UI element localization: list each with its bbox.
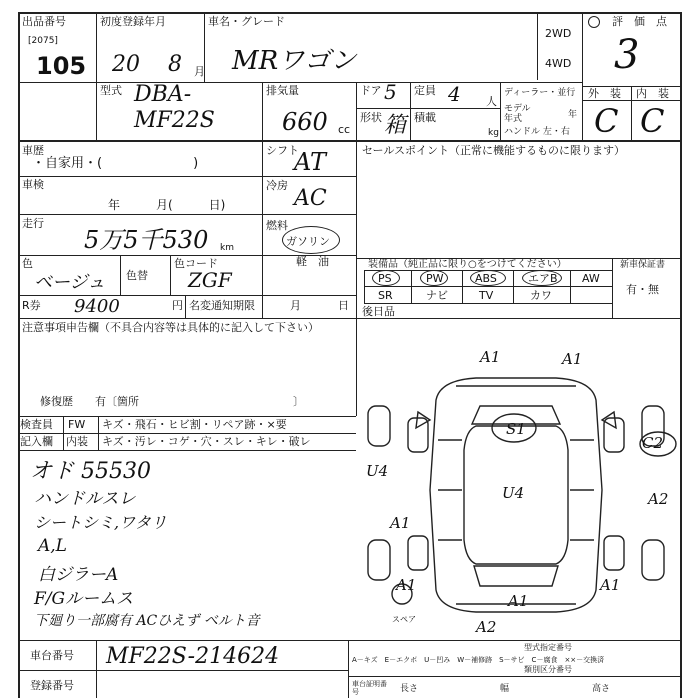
equip-ps: PS xyxy=(378,272,392,285)
mark-u4-roof: U4 xyxy=(502,484,525,502)
mark-a1-rear-right: A1 xyxy=(600,576,621,594)
fuel-gas-circle-icon xyxy=(282,226,340,254)
interior-row-text: キズ・汚レ・コゲ・穴・スレ・キレ・破レ xyxy=(102,435,311,448)
equipment-label: 装備品（純正品に限り○をつけてください） xyxy=(368,259,567,270)
equip-airbag: エアB xyxy=(528,272,558,285)
usage-label: 車歴 xyxy=(22,144,44,157)
caution-label: 注意事項申告欄（不具合内容等は具体的に記入して下さい） xyxy=(22,321,319,334)
sales-point-title: セールスポイント（正常に機能するものに限ります） xyxy=(362,144,626,157)
mark-a1-left: A1 xyxy=(390,514,411,532)
interior-row-label: 内装 xyxy=(66,435,88,448)
length-label: 長さ xyxy=(400,684,419,694)
dealer-label: ディーラー・並行 xyxy=(504,88,576,98)
load-unit: kg xyxy=(488,128,499,138)
color-value: ベージュ xyxy=(34,272,106,293)
warranty-label: 新車保証書 xyxy=(620,260,666,270)
abs-circle-icon xyxy=(470,270,506,286)
model-year-label: モデル年式 xyxy=(504,104,531,124)
body-value: 箱 xyxy=(384,113,407,138)
exterior-grade: C xyxy=(594,102,619,140)
equip-leather: カワ xyxy=(530,289,552,302)
score-circle-icon xyxy=(588,16,600,28)
drive-4wd: 4WD xyxy=(545,57,572,70)
type-label: 型式 xyxy=(100,84,122,97)
cert-label: 車台証明番号 xyxy=(352,680,387,696)
inspection-date: 年 月( 日) xyxy=(108,198,226,212)
note-odo: オド 55530 xyxy=(30,459,151,484)
type-line1: DBA- xyxy=(134,82,192,107)
registration-label: 登録番号 xyxy=(30,679,74,692)
note-fg: F/Gルームス xyxy=(34,589,134,609)
exterior-label: 外 装 xyxy=(588,87,621,100)
mark-a1-front-right: A1 xyxy=(562,350,583,368)
model-label: 車名・グレード xyxy=(208,15,285,28)
equip-tv: TV xyxy=(479,289,494,302)
doors-label: ドア xyxy=(360,84,382,97)
equip-aw: AW xyxy=(582,272,600,285)
type-designation-label: 型式指定番号 xyxy=(524,643,572,652)
fuel-gas: ガソリン xyxy=(286,235,330,248)
doors-value: 5 xyxy=(384,80,397,104)
mark-u4-left: U4 xyxy=(366,462,389,480)
drive-2wd: 2WD xyxy=(545,27,572,40)
capacity-value: 4 xyxy=(448,82,461,106)
ac-label: 冷房 xyxy=(266,179,288,192)
mark-s1-roof: S1 xyxy=(506,420,526,438)
capacity-unit: 人 xyxy=(486,95,497,108)
mark-a1-front-left: A1 xyxy=(480,348,501,366)
interior-grade: C xyxy=(640,102,665,140)
lot-code: [2075] xyxy=(28,36,58,46)
note-al: A,L xyxy=(38,536,67,556)
legend-text: A－キズ E－エクボ U－凹み W－補修跡 S－サビ C－腐食 ××－交換済 xyxy=(352,656,605,664)
fuel-label: 燃料 xyxy=(266,219,288,232)
color-code-label: 色コード xyxy=(174,257,218,270)
note-handle: ハンドルスレ xyxy=(34,489,136,509)
lot-label: 出品番号 xyxy=(22,15,66,28)
model-name: MRワゴン xyxy=(232,46,357,76)
note-pillar: 白ジラーA xyxy=(38,565,119,585)
first-reg-month-unit: 月 xyxy=(194,65,205,78)
ac-value: AC xyxy=(294,186,327,211)
type-line2: MF22S xyxy=(134,108,215,133)
spare-label: スペア xyxy=(392,615,416,624)
recycle-amount: 9400 xyxy=(74,296,120,317)
interior-label: 内 装 xyxy=(636,87,669,100)
mark-a1-rear: A1 xyxy=(508,592,529,610)
shift-value: AT xyxy=(294,148,327,176)
recycle-unit: 円 xyxy=(172,299,183,312)
name-change-month: 月 xyxy=(290,299,301,312)
inspection-label: 車検 xyxy=(22,178,44,191)
first-reg-label: 初度登録年月 xyxy=(100,15,166,28)
mileage-unit: km xyxy=(220,243,234,253)
entry-label: 記入欄 xyxy=(20,435,53,448)
usage-value: ・自家用・( ) xyxy=(32,156,199,171)
equip-sr: SR xyxy=(378,289,393,302)
mark-a2-rear: A2 xyxy=(476,618,497,636)
category-label: 類別区分番号 xyxy=(524,665,572,674)
pw-circle-icon xyxy=(420,270,448,286)
body-label: 形状 xyxy=(360,111,382,124)
mileage-value: 5万5千530 xyxy=(84,226,209,254)
fw-label: FW xyxy=(68,418,86,431)
capacity-label: 定員 xyxy=(414,84,436,97)
warranty-value: 有・無 xyxy=(626,283,659,296)
year-label: 年 xyxy=(568,110,578,120)
name-change-label: 名変通知期限 xyxy=(189,299,255,312)
first-reg-year: 20 xyxy=(112,52,140,77)
note-seat: シートシミ,ワタリ xyxy=(34,513,167,532)
load-label: 積載 xyxy=(414,111,436,124)
score-label: 評 価 点 xyxy=(612,15,667,28)
car-diagram xyxy=(356,340,680,640)
shift-label: シフト xyxy=(266,144,299,157)
displacement-unit: cc xyxy=(338,123,351,136)
ps-circle-icon xyxy=(372,270,400,286)
mark-c2-right: C2 xyxy=(642,434,664,452)
equip-navi: ナビ xyxy=(426,289,448,302)
equip-pw: PW xyxy=(426,272,444,285)
height-label: 高さ xyxy=(592,684,611,694)
airbag-circle-icon xyxy=(522,270,562,286)
recycle-label: R券 xyxy=(22,299,41,312)
equip-abs: ABS xyxy=(475,272,497,285)
first-reg-month: 8 xyxy=(168,52,182,77)
score-value: 3 xyxy=(614,32,640,78)
displacement-label: 排気量 xyxy=(266,84,299,97)
mileage-label: 走行 xyxy=(22,217,44,230)
color-code-value: ZGF xyxy=(188,268,232,292)
chassis-number: MF22S-214624 xyxy=(106,644,280,669)
width-label: 幅 xyxy=(500,684,510,694)
displacement-value: 660 xyxy=(282,108,328,136)
color-change-label: 色替 xyxy=(126,269,148,282)
inspector-label: 検査員 xyxy=(20,418,53,431)
mark-a2-right: A2 xyxy=(648,490,669,508)
note-under: 下廻り一部腐有 ACひえず ベルト音 xyxy=(34,613,260,629)
mark-a1-rear-left: A1 xyxy=(396,576,417,594)
rear-seat-label: 後日品 xyxy=(362,305,395,318)
repair-label: 修復歴 有〔箇所 〕 xyxy=(40,395,304,408)
handle-label: ハンドル 左・右 xyxy=(504,127,570,137)
name-change-day: 日 xyxy=(338,299,349,312)
fuel-diesel: 軽 油 xyxy=(296,255,329,268)
fw-text: キズ・飛石・ヒビ割・リペア跡・×要 xyxy=(102,418,287,431)
color-label: 色 xyxy=(22,257,33,270)
lot-number: 105 xyxy=(36,52,87,80)
chassis-label: 車台番号 xyxy=(30,649,74,662)
